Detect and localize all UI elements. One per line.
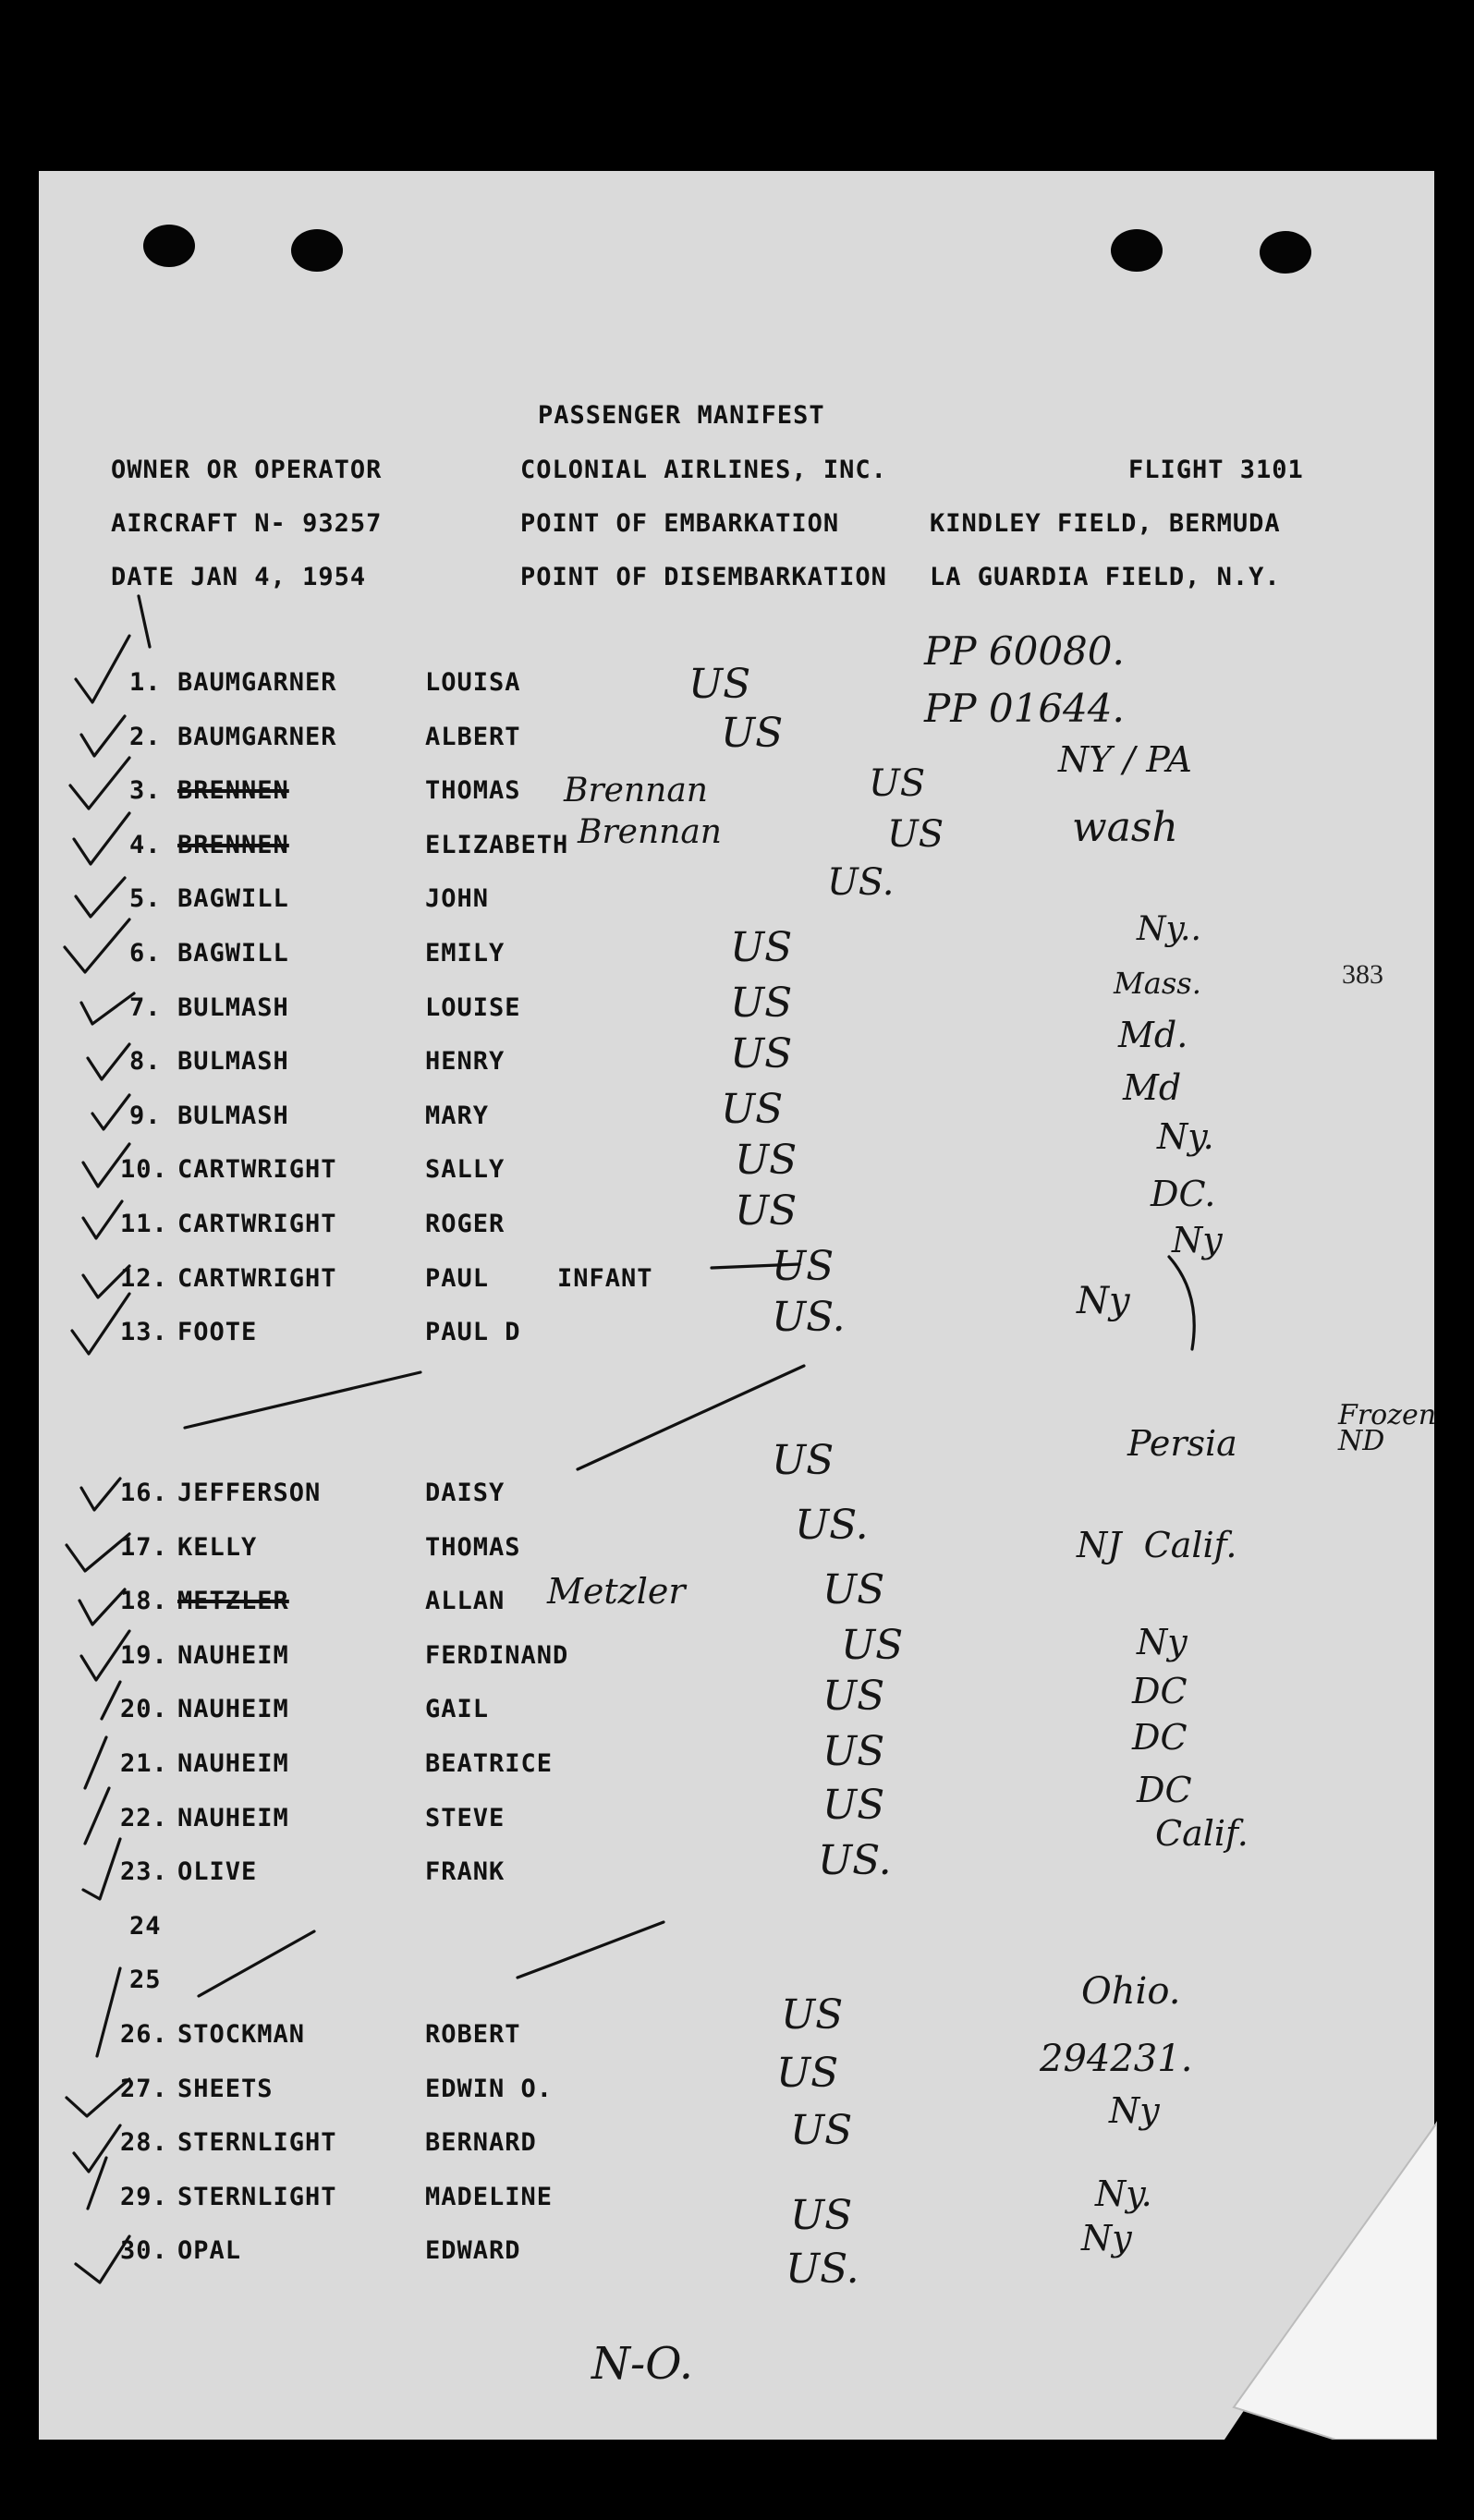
passenger-first-name: HENRY bbox=[425, 1047, 506, 1076]
footer-note: N-O. bbox=[591, 2338, 694, 2390]
passenger-number: 17. bbox=[120, 1533, 168, 1562]
check-marks bbox=[65, 596, 150, 2283]
flight-date: DATE JAN 4, 1954 bbox=[111, 563, 367, 591]
handwritten-nationality: US bbox=[822, 1728, 885, 1775]
handwritten-destination: Ohio. bbox=[1081, 1970, 1181, 2013]
handwritten-nationality: US bbox=[730, 980, 793, 1027]
passenger-first-name: PAUL D bbox=[425, 1318, 521, 1346]
handwritten-destination: Ny bbox=[1081, 2218, 1132, 2258]
passenger-first-name: MARY bbox=[425, 1102, 490, 1130]
passenger-number: 30. bbox=[120, 2236, 168, 2265]
handwritten-nationality: US bbox=[887, 813, 944, 856]
handwritten-destination: Ny. bbox=[1157, 1116, 1214, 1157]
passenger-last-name: CARTWRIGHT bbox=[177, 1210, 337, 1238]
handwritten-nationality: US bbox=[730, 1030, 793, 1077]
handwritten-surname: Brennan bbox=[564, 772, 708, 810]
passenger-last-name: OLIVE bbox=[177, 1857, 258, 1886]
handwritten-nationality: US bbox=[869, 762, 926, 805]
handwritten-nationality: US bbox=[790, 2107, 853, 2154]
handwritten-nationality: US. bbox=[827, 861, 895, 904]
handwritten-destination: PP 01644. bbox=[924, 686, 1125, 731]
passenger-first-name: EDWARD bbox=[425, 2236, 521, 2265]
handwritten-nationality: US bbox=[822, 1566, 885, 1613]
handwritten-nationality: US bbox=[772, 1437, 834, 1484]
handwritten-destination: Persia bbox=[1127, 1423, 1237, 1464]
passenger-number: 25 bbox=[129, 1966, 162, 1994]
handwritten-destination: Ny bbox=[1077, 1280, 1130, 1322]
passenger-first-name: ALLAN bbox=[425, 1587, 506, 1615]
passenger-first-name: ALBERT bbox=[425, 723, 521, 751]
passenger-first-name: BEATRICE bbox=[425, 1749, 554, 1778]
handwritten-nationality: US bbox=[772, 1243, 834, 1290]
passenger-number: 22. bbox=[120, 1804, 168, 1832]
passenger-last-name: CARTWRIGHT bbox=[177, 1264, 337, 1293]
handwritten-destination: NY / PA bbox=[1058, 739, 1192, 780]
handwritten-destination: DC. bbox=[1151, 1174, 1216, 1214]
passenger-first-name: THOMAS bbox=[425, 776, 521, 805]
passenger-first-name: ROBERT bbox=[425, 2020, 521, 2049]
handwritten-nationality: US. bbox=[772, 1294, 846, 1341]
handwritten-nationality: US. bbox=[786, 2246, 859, 2293]
passenger-last-name: SHEETS bbox=[177, 2075, 274, 2103]
handwritten-destination: 294231. bbox=[1040, 2038, 1193, 2080]
margin-note: Frozen ND bbox=[1338, 1399, 1437, 1457]
passenger-number: 8. bbox=[129, 1047, 162, 1076]
passenger-last-name: BRENNEN bbox=[177, 831, 289, 859]
passenger-last-name: STERNLIGHT bbox=[177, 2183, 337, 2211]
handwritten-destination: PP 60080. bbox=[924, 628, 1125, 674]
disembarkation-label: POINT OF DISEMBARKATION bbox=[520, 563, 887, 591]
handwritten-nationality: US bbox=[790, 2192, 853, 2239]
handwritten-nationality: US bbox=[781, 1991, 844, 2039]
handwritten-destination: Ny bbox=[1109, 2090, 1160, 2131]
passenger-number: 26. bbox=[120, 2020, 168, 2049]
passenger-number: 29. bbox=[120, 2183, 168, 2211]
handwritten-destination: Mass. bbox=[1114, 966, 1201, 1001]
passenger-last-name: NAUHEIM bbox=[177, 1641, 289, 1670]
passenger-number: 3. bbox=[129, 776, 162, 805]
passenger-last-name: METZLER bbox=[177, 1587, 289, 1615]
passenger-first-name: MADELINE bbox=[425, 2183, 554, 2211]
handwritten-destination: Md bbox=[1123, 1067, 1182, 1108]
handwritten-destination: Md. bbox=[1118, 1015, 1188, 1055]
passenger-last-name: BULMASH bbox=[177, 1102, 289, 1130]
handwritten-nationality: US bbox=[776, 2050, 839, 2097]
passenger-number: 5. bbox=[129, 884, 162, 913]
passenger-number: 28. bbox=[120, 2128, 168, 2157]
passenger-last-name: BAUMGARNER bbox=[177, 668, 337, 697]
embarkation-value: KINDLEY FIELD, BERMUDA bbox=[930, 509, 1281, 538]
passenger-number: 21. bbox=[120, 1749, 168, 1778]
handwritten-destination: Calif. bbox=[1155, 1813, 1249, 1854]
flight-number: FLIGHT 3101 bbox=[1128, 456, 1304, 484]
passenger-first-name: PAUL bbox=[425, 1264, 490, 1293]
passenger-last-name: STOCKMAN bbox=[177, 2020, 306, 2049]
owner-value: COLONIAL AIRLINES, INC. bbox=[520, 456, 887, 484]
handwritten-destination: Ny bbox=[1137, 1622, 1188, 1662]
passenger-number: 18. bbox=[120, 1587, 168, 1615]
passenger-last-name: JEFFERSON bbox=[177, 1479, 322, 1507]
passenger-first-name: FRANK bbox=[425, 1857, 506, 1886]
passenger-first-name: LOUISE bbox=[425, 993, 521, 1022]
passenger-number: 24 bbox=[129, 1912, 162, 1941]
passenger-first-name: THOMAS bbox=[425, 1533, 521, 1562]
passenger-number: 19. bbox=[120, 1641, 168, 1670]
passenger-number: 27. bbox=[120, 2075, 168, 2103]
handwritten-destination: Ny. bbox=[1095, 2173, 1152, 2214]
handwritten-surname: Metzler bbox=[547, 1571, 686, 1612]
passenger-last-name: BRENNEN bbox=[177, 776, 289, 805]
passenger-last-name: NAUHEIM bbox=[177, 1749, 289, 1778]
handwritten-nationality: US bbox=[735, 1187, 798, 1235]
passenger-number: 9. bbox=[129, 1102, 162, 1130]
folded-corner bbox=[1224, 2121, 1437, 2440]
passenger-last-name: STERNLIGHT bbox=[177, 2128, 337, 2157]
blank-line-slashes bbox=[185, 1257, 1194, 1996]
passenger-note: INFANT bbox=[557, 1264, 653, 1293]
handwritten-nationality: US bbox=[688, 661, 751, 708]
passenger-last-name: OPAL bbox=[177, 2236, 242, 2265]
aircraft-number: AIRCRAFT N- 93257 bbox=[111, 509, 383, 538]
passenger-last-name: BAGWILL bbox=[177, 884, 289, 913]
passenger-first-name: LOUISA bbox=[425, 668, 521, 697]
passenger-first-name: SALLY bbox=[425, 1155, 506, 1184]
passenger-number: 2. bbox=[129, 723, 162, 751]
passenger-number: 23. bbox=[120, 1857, 168, 1886]
handwritten-destination: NJ Calif. bbox=[1077, 1525, 1237, 1565]
handwritten-nationality: US bbox=[721, 710, 784, 757]
passenger-last-name: KELLY bbox=[177, 1533, 258, 1562]
handwritten-nationality: US bbox=[841, 1622, 904, 1669]
passenger-last-name: NAUHEIM bbox=[177, 1695, 289, 1723]
embarkation-label: POINT OF EMBARKATION bbox=[520, 509, 840, 538]
passenger-number: 10. bbox=[120, 1155, 168, 1184]
owner-label: OWNER OR OPERATOR bbox=[111, 456, 383, 484]
disembarkation-value: LA GUARDIA FIELD, N.Y. bbox=[930, 563, 1281, 591]
passenger-number: 20. bbox=[120, 1695, 168, 1723]
passenger-last-name: CARTWRIGHT bbox=[177, 1155, 337, 1184]
manifest-title: PASSENGER MANIFEST bbox=[538, 401, 825, 430]
handwritten-destination: DC bbox=[1132, 1717, 1188, 1758]
passenger-last-name: FOOTE bbox=[177, 1318, 258, 1346]
passenger-first-name: STEVE bbox=[425, 1804, 506, 1832]
passenger-number: 7. bbox=[129, 993, 162, 1022]
handwritten-nationality: US bbox=[822, 1673, 885, 1720]
passenger-first-name: GAIL bbox=[425, 1695, 490, 1723]
passenger-first-name: ROGER bbox=[425, 1210, 506, 1238]
passenger-first-name: EMILY bbox=[425, 939, 506, 968]
handwritten-nationality: US bbox=[822, 1782, 885, 1829]
handwritten-nationality: US. bbox=[795, 1502, 869, 1549]
passenger-number: 1. bbox=[129, 668, 162, 697]
passenger-first-name: FERDINAND bbox=[425, 1641, 569, 1670]
passenger-last-name: BAUMGARNER bbox=[177, 723, 337, 751]
handwritten-nationality: US bbox=[735, 1137, 798, 1184]
passenger-first-name: DAISY bbox=[425, 1479, 506, 1507]
passenger-number: 13. bbox=[120, 1318, 168, 1346]
handwritten-destination: DC bbox=[1137, 1770, 1192, 1810]
passenger-last-name: BULMASH bbox=[177, 1047, 289, 1076]
handwritten-destination: DC bbox=[1132, 1671, 1188, 1711]
handwritten-destination: Ny.. bbox=[1137, 910, 1201, 948]
passenger-first-name: JOHN bbox=[425, 884, 490, 913]
passenger-first-name: EDWIN O. bbox=[425, 2075, 554, 2103]
passenger-number: 11. bbox=[120, 1210, 168, 1238]
handwritten-surname: Brennan bbox=[578, 813, 722, 851]
handwritten-destination: wash bbox=[1072, 804, 1178, 851]
passenger-first-name: ELIZABETH bbox=[425, 831, 569, 859]
passenger-last-name: BAGWILL bbox=[177, 939, 289, 968]
passenger-number: 6. bbox=[129, 939, 162, 968]
passenger-first-name: BERNARD bbox=[425, 2128, 537, 2157]
handwritten-nationality: US bbox=[730, 924, 793, 971]
page-number: 383 bbox=[1342, 959, 1383, 990]
passenger-number: 4. bbox=[129, 831, 162, 859]
passenger-number: 16. bbox=[120, 1479, 168, 1507]
handwritten-nationality: US. bbox=[818, 1837, 892, 1884]
passenger-last-name: NAUHEIM bbox=[177, 1804, 289, 1832]
passenger-last-name: BULMASH bbox=[177, 993, 289, 1022]
handwritten-destination: Ny bbox=[1172, 1220, 1223, 1260]
handwritten-nationality: US bbox=[721, 1086, 784, 1133]
passenger-number: 12. bbox=[120, 1264, 168, 1293]
